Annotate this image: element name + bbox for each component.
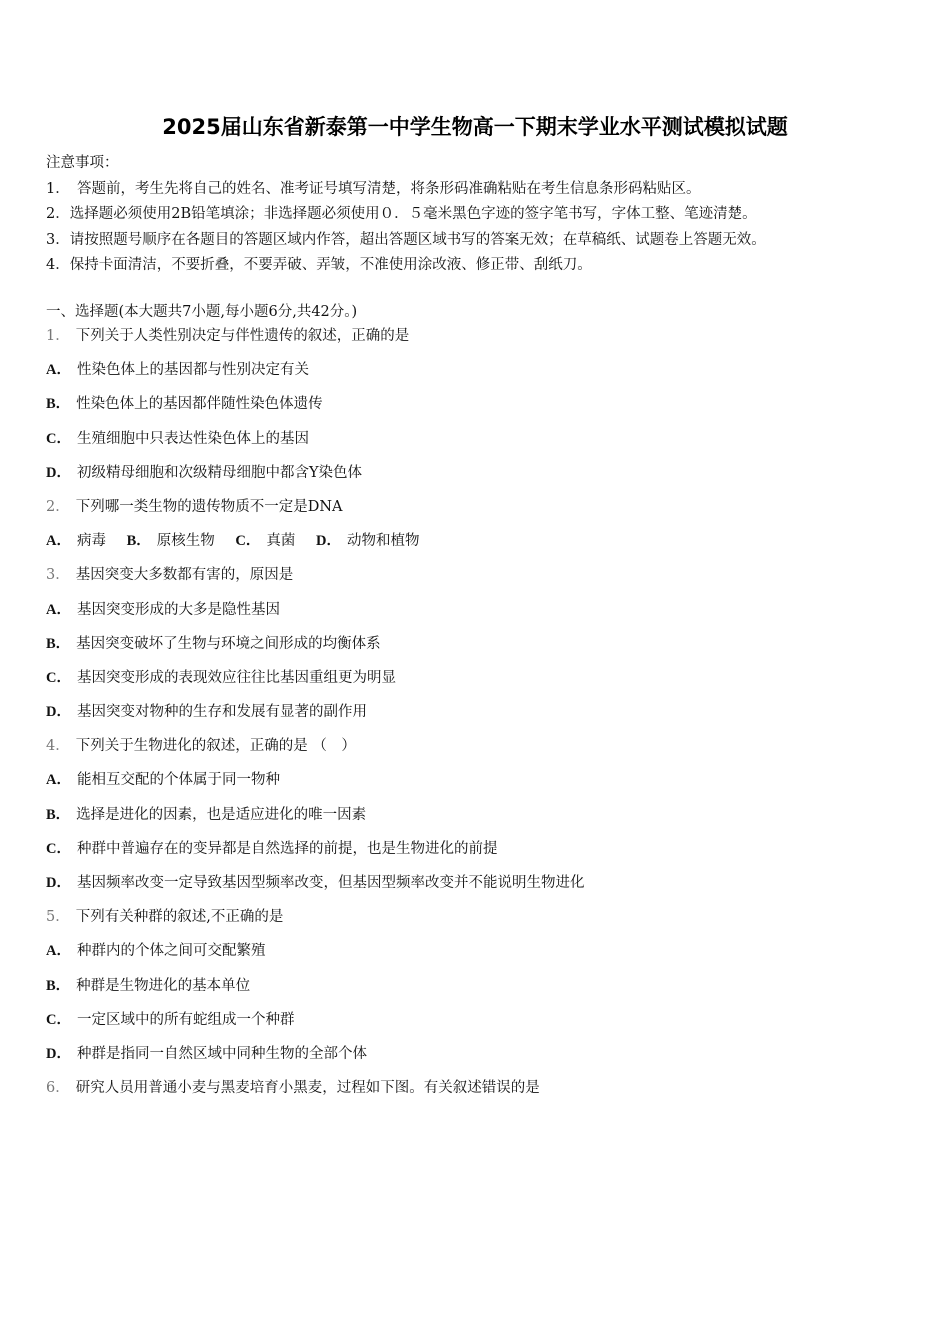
question-stem	[46, 324, 926, 358]
question-list	[46, 324, 926, 1110]
option-a	[46, 358, 926, 392]
question-number: 5．	[46, 909, 70, 926]
option-letter: D．	[46, 704, 71, 721]
option-b	[46, 974, 926, 1008]
question-number: 2．	[46, 498, 70, 515]
option-text: 动物和植物	[346, 533, 420, 550]
option-text: 种群中普遍存在的变异都是自然选择的前提，也是生物进化的前提	[76, 840, 498, 857]
option-letter: A．	[46, 772, 71, 789]
option-text: 种群是生物进化的基本单位	[76, 977, 251, 994]
option-letter: A．	[46, 362, 71, 379]
option-letter: D．	[46, 875, 71, 891]
question-number: 6．	[46, 1080, 70, 1097]
option-letter: C．	[46, 840, 71, 857]
option-text: 生殖细胞中只表达性染色体上的基因	[76, 430, 309, 447]
question-text: 基因突变大多数都有害的，原因是	[75, 567, 294, 584]
option-letter: C．	[46, 430, 71, 447]
notice-item-4: 4．保持卡面清洁，不要折叠，不要弄破、弄皱，不准使用涂改液、修正带、刮纸刀。	[46, 257, 592, 273]
option-text: 性染色体上的基因都伴随性染色体遗传	[76, 396, 323, 413]
option-c	[46, 427, 926, 461]
question-text: 下列哪一类生物的遗传物质不一定是DNA	[75, 498, 343, 515]
option-letter: A．	[46, 533, 71, 550]
notice-block	[46, 151, 926, 279]
option-letter: C．	[46, 669, 71, 686]
option-text: 初级精母细胞和次级精母细胞中都含Y染色体	[76, 464, 363, 481]
option-a	[46, 768, 926, 802]
option-d	[46, 871, 926, 905]
option-letter: A．	[46, 601, 71, 618]
question-text: 下列关于生物进化的叙述，正确的是 （ ）	[75, 738, 356, 755]
option-letter: B．	[126, 533, 151, 550]
option-text: 真菌	[266, 533, 296, 550]
question-stem	[46, 1076, 926, 1110]
inline-options	[46, 529, 926, 563]
option-text: 病毒	[76, 533, 106, 550]
option-text: 性染色体上的基因都与性别决定有关	[76, 362, 309, 379]
notice-item-2: 2．选择题必须使用2B铅笔填涂；非选择题必须使用０．５毫米黑色字迹的签字笔书写，字体工整、笔迹清楚。	[46, 206, 757, 222]
option-c	[235, 533, 295, 549]
question-stem	[46, 563, 926, 597]
option-a	[46, 598, 926, 632]
question-text: 研究人员用普通小麦与黑麦培育小黑麦，过程如下图。有关叙述错误的是	[75, 1080, 540, 1097]
question-text: 下列有关种群的叙述,不正确的是	[75, 909, 284, 926]
notice-item-3: 3．请按照题号顺序在各题目的答题区域内作答，超出答题区域书写的答案无效；在草稿纸、试题卷上答题无效。	[46, 231, 766, 248]
option-letter: D．	[46, 464, 71, 481]
option-c	[46, 1008, 926, 1042]
option-letter: C．	[46, 1011, 71, 1028]
option-letter: B．	[46, 977, 71, 994]
option-text: 一定区域中的所有蛇组成一个种群	[76, 1011, 295, 1028]
option-b	[46, 392, 926, 426]
option-text: 基因频率改变一定导致基因型频率改变，但基因型频率改变并不能说明生物进化	[76, 875, 585, 891]
option-b	[46, 632, 926, 666]
option-text: 种群内的个体之间可交配繁殖	[76, 943, 266, 960]
option-text: 能相互交配的个体属于同一物种	[76, 772, 280, 789]
option-d	[46, 1042, 926, 1076]
option-d	[46, 461, 926, 495]
exam-title: 2025届山东省新泰第一中学生物高一下期末学业水平测试模拟试题	[162, 115, 788, 139]
question-stem	[46, 734, 926, 768]
option-letter: A．	[46, 943, 71, 960]
notice-heading: 注意事项：	[46, 155, 119, 171]
option-letter: B．	[46, 396, 71, 413]
option-text: 选择是进化的因素，也是适应进化的唯一因素	[76, 806, 367, 823]
option-text: 原核生物	[156, 533, 215, 550]
option-d	[46, 700, 926, 734]
option-text: 基因突变对物种的生存和发展有显著的副作用	[76, 704, 367, 721]
question-number: 4．	[46, 738, 70, 755]
option-text: 基因突变形成的表现效应往往比基因重组更为明显	[76, 669, 396, 686]
option-text: 种群是指同一自然区域中同种生物的全部个体	[76, 1045, 367, 1062]
option-a	[46, 533, 106, 549]
option-c	[46, 666, 926, 700]
option-letter: B．	[46, 635, 71, 652]
option-letter: C．	[235, 533, 261, 550]
option-d	[316, 533, 419, 549]
question-text: 下列关于人类性别决定与伴性遗传的叙述，正确的是	[75, 328, 410, 344]
option-text: 基因突变破坏了生物与环境之间形成的均衡体系	[76, 635, 381, 652]
question-stem	[46, 495, 926, 529]
option-letter: D．	[315, 533, 341, 550]
option-letter: D．	[46, 1045, 71, 1062]
option-text: 基因突变形成的大多是隐性基因	[76, 601, 280, 618]
notice-item-1: 1． 答题前，考生先将自己的姓名、准考证号填写清楚，将条形码准确粘贴在考生信息条形码粘贴区。	[46, 180, 701, 197]
section-heading: 一、选择题(本大题共7小题,每小题6分,共42分。)	[46, 304, 358, 320]
option-a	[46, 939, 926, 973]
option-b	[46, 803, 926, 837]
question-number: 3．	[46, 567, 70, 584]
option-c	[46, 837, 926, 871]
question-stem	[46, 905, 926, 939]
option-b	[127, 533, 215, 549]
question-number: 1．	[46, 328, 70, 344]
option-letter: B．	[46, 806, 71, 823]
